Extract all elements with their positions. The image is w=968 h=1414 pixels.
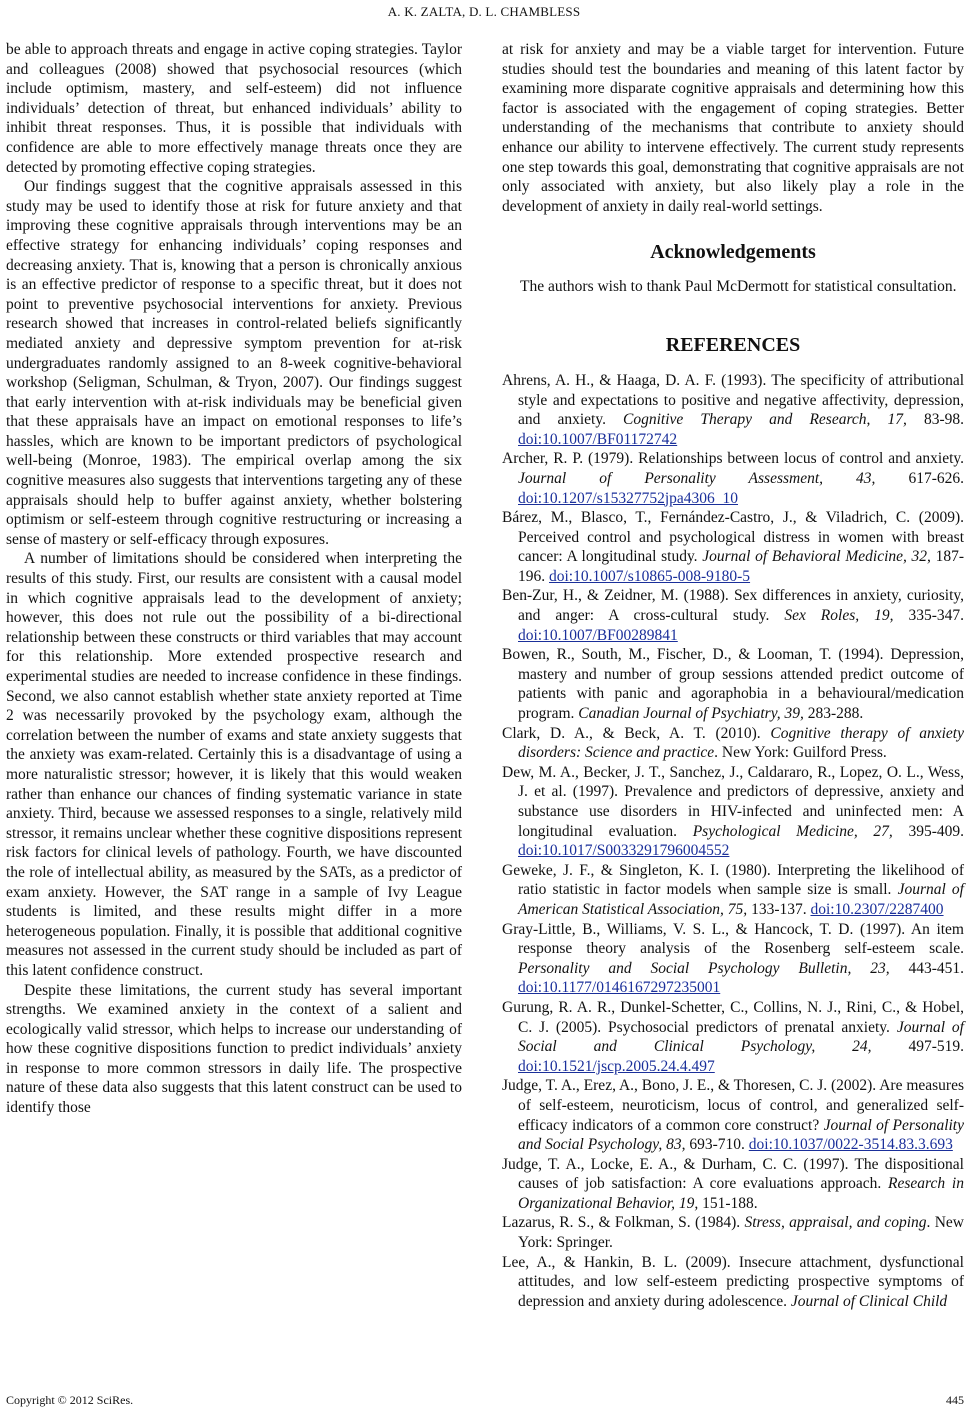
acknowledgements-text: The authors wish to thank Paul McDermott for statistical consultation.	[520, 278, 957, 296]
body-paragraph: Despite these limitations, the current study has several important strengths. We examined anxiety in the context of a salient and ecologically valid stressor, which helps to increase our understanding of how these cognitive dispositions function to predict individuals’ anxiety in response to more common stressors in daily life. The prospective nature of these data also suggests that this latent construct can be used to identify those	[6, 981, 462, 1117]
reference-entry: Ahrens, A. H., & Haaga, D. A. F. (1993). The specificity of attributional style and expectations to positive and negative affectivity, depression, and anxiety. Cognitive Therapy and Research, 17, 83-98. doi:10.1007/BF01172742	[502, 371, 964, 448]
reference-entry: Lee, A., & Hankin, B. L. (2009). Insecure attachment, dysfunctional attitudes, and low self-esteem predicting prospective symptoms of depression and anxiety during adolescence. Journal of Clinical Child	[502, 1253, 964, 1310]
right-column	[502, 40, 964, 1311]
copyright-notice: Copyright © 2012 SciRes.	[6, 1393, 134, 1407]
doi-link[interactable]: doi:10.1037/0022-3514.83.3.693	[748, 1136, 953, 1154]
body-paragraph: A number of limitations should be considered when interpreting the results of this study. First, our results are consistent with a causal model in which cognitive appraisals lead to the development of anxiety; however, this does not rule out the possibility of a bi-directional relationship between these constructs or third variables that may account for this relationship. More extended prospective research and experimental studies are needed to increase confidence in these findings. Second, we also cannot establish whether state anxiety reported at Time 2 was necessarily provoked by the psychology exam, although the correlation between the number of exams and state anxiety suggests that the anxiety was exam-related. Certainly this is a disadvantage of using a more naturalistic stressor; however, it is likely that this would weaken rather than enhance our chances of finding systematic variance in state anxiety. Third, because we assessed responses to a single, relatively mild stressor, it remains unclear whether these cognitive dispositions represent risk factors for clinical levels of pathology. Fourth, we have discounted the role of intellectual ability, as measured by the SATs, as a predictor of exam anxiety. However, the SAT range in a sample of Ivy League students is limited, and these results might differ in a more heterogeneous population. Finally, it is possible that additional cognitive measures not assessed in the current study should be included as part of this latent confidence construct.	[6, 550, 462, 979]
doi-link[interactable]: doi:10.1177/0146167297235001	[518, 979, 721, 997]
body-paragraph: be able to approach threats and engage in active coping strategies. Taylor and colleagues (2008) showed that psychosocial resources (which include optimism, mastery, and self-esteem) did not influence individuals’ detection of threat, but enhanced individuals’ ability to inhibit threat responses. Thus, it is possible that individuals with confidence are able to more effectively manage threats once they are detected by promoting effective coping strategies.	[6, 41, 462, 176]
reference-entry: Geweke, J. F., & Singleton, K. I. (1980). Interpreting the likelihood of ratio statistic in factor models when sample size is small. Journal of American Statistical Association, 75, 133-137. doi:10.2307/2287400	[502, 861, 964, 918]
doi-link[interactable]: doi:10.2307/2287400	[810, 900, 944, 918]
reference-entry: Bárez, M., Blasco, T., Fernández-Castro, J., & Viladrich, C. (2009). Perceived control and psychological distress in women with breast cancer: A longitudinal study. Journal of Behavioral Medicine, 32, 187-196. doi:10.1007/s10865-008-9180-5	[502, 509, 965, 585]
doi-link[interactable]: doi:10.1007/BF01172742	[518, 430, 678, 448]
doi-link[interactable]: doi:10.1017/S0033291796004552	[518, 842, 730, 860]
reference-list	[502, 371, 964, 1312]
reference-entry: Clark, D. A., & Beck, A. T. (2010). Cognitive therapy of anxiety disorders: Science and practice. New York: Guilford Press.	[502, 724, 964, 762]
running-header: A. K. ZALTA, D. L. CHAMBLESS	[387, 4, 581, 19]
references-heading: REFERENCES	[665, 333, 801, 356]
reference-entry: Ben-Zur, H., & Zeidner, M. (1988). Sex differences in anxiety, curiosity, and anger: A cross-cultural study. Sex Roles, 19, 335-347. doi:10.1007/BF00289841	[502, 587, 964, 644]
doi-link[interactable]: doi:10.1007/BF00289841	[518, 626, 678, 644]
reference-entry: Bowen, R., South, M., Fischer, D., & Looman, T. (1994). Depression, mastery and number of group sessions attended predict outcome of patients with panic and agoraphobia in a behavioural/medication program. Canadian Journal of Psychiatry, 39, 283-288.	[502, 646, 964, 723]
body-paragraph: at risk for anxiety and may be a viable target for intervention. Future studies should test the boundaries and meaning of this latent factor by examining more disparate cognitive appraisals and determining how this factor is associated with the engagement of coping strategies. Better understanding of the mechanisms that contribute to anxiety should enhance our ability to intervene effectively. The current study represents one step towards this goal, demonstrating that cognitive appraisals are not only associated with anxiety, but also likely play a role in the development of anxiety in daily real-world settings.	[502, 41, 964, 215]
reference-entry: Gurung, R. A. R., Dunkel-Schetter, C., Collins, N. J., Rini, C., & Hobel, C. J. (2005). Psychosocial predictors of prenatal anxiety. Journal of Social and Clinical Psychology, 24, 497-519. doi:10.1521/jscp.2005.24.4.497	[502, 998, 964, 1075]
doi-link[interactable]: doi:10.1007/s10865-008-9180-5	[549, 567, 751, 585]
reference-entry: Judge, T. A., Erez, A., Bono, J. E., & Thoresen, C. J. (2002). Are measures of self-esteem, neuroticism, locus of control, and generalized self-efficacy indicators of a common core construct? Journal of Personality and Social Psychology, 83, 693-710. doi:10.1037/0022-3514.83.3.693	[502, 1077, 964, 1154]
left-column	[6, 40, 462, 1118]
reference-entry: Judge, T. A., Locke, E. A., & Durham, C. C. (1997). The dispositional causes of job satisfaction: A core evaluations approach. Research in Organizational Behavior, 19, 151-188.	[502, 1155, 964, 1212]
reference-entry: Archer, R. P. (1979). Relationships between locus of control and anxiety. Journal of Personality Assessment, 43, 617-626. doi:10.1207/s15327752jpa4306_10	[502, 450, 965, 507]
acknowledgements-heading: Acknowledgements	[650, 241, 816, 264]
body-paragraph: Our findings suggest that the cognitive appraisals assessed in this study may be used to identify those at risk for future anxiety and that improving these cognitive appraisals through interventions may be an effective strategy for enhancing individuals’ coping responses and decreasing anxiety. That is, knowing that a person is chronically anxious is an effective predictor of response to a specific threat, but it does not point to preventive psychosocial interventions for anxiety. Previous research showed that increases in control-related beliefs significantly mediated anxiety and depressive symptom prevention for at-risk undergraduates randomly assigned to an 8-week cognitive-behavioral workshop (Seligman, Schulman, & Tryon, 2007). Our findings suggest that early intervention with at-risk individuals may be beneficial given that these appraisals have an impact on emotional responses to life’s hassles, which are known to be important predictors of psychological well-being (Monroe, 1983). The empirical overlap among the six cognitive measures also suggests that interventions targeting any of these appraisals should help to buffer against anxiety, whether bolstering optimism or self-esteem through cognitive restructuring or increasing a sense of mastery or self-efficacy through exposures.	[6, 178, 462, 548]
reference-entry: Lazarus, R. S., & Folkman, S. (1984). Stress, appraisal, and coping. New York: Springer.	[502, 1214, 964, 1252]
reference-entry: Dew, M. A., Becker, J. T., Sanchez, J., Caldararo, R., Lopez, O. L., Wess, J. et al. (1997). Prevalence and predictors of depressive, anxiety and substance use disorders in HIV-infected and uninfected men: A longitudinal evaluation. Psychological Medicine, 27, 395-409. doi:10.1017/S0033291796004552	[502, 763, 964, 860]
doi-link[interactable]: doi:10.1207/s15327752jpa4306_10	[518, 489, 739, 507]
page-number: 445	[946, 1393, 964, 1407]
reference-entry: Gray-Little, B., Williams, V. S. L., & Hancock, T. D. (1997). An item response theory analysis of the Rosenberg self-esteem scale. Personality and Social Psychology Bulletin, 23, 443-451. doi:10.1177/0146167297235001	[502, 920, 964, 997]
doi-link[interactable]: doi:10.1521/jscp.2005.24.4.497	[518, 1057, 715, 1075]
